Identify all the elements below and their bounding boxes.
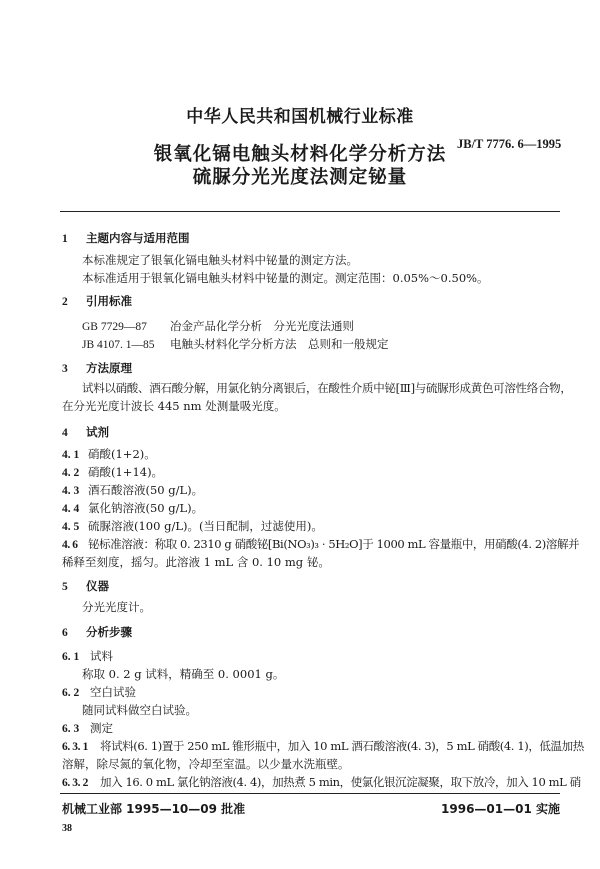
reference-code: JB 4107. 1—85 [82, 339, 155, 351]
paragraph: 随同试料做空白试验。 [82, 703, 197, 717]
reference-item [82, 336, 389, 352]
section-title: 引用标准 [86, 294, 132, 308]
item-text: 酒石酸溶液(50 g/L)。 [88, 483, 204, 497]
section-3-heading [62, 360, 132, 376]
section-4-heading [62, 424, 109, 440]
paragraph: 试料以硝酸、酒石酸分解，用氯化钠分离银后，在酸性介质中铋[Ⅲ]与硫脲形成黄色可溶性络合物， [82, 381, 572, 395]
reference-title: 电触头材料化学分析方法 总则和一般规定 [170, 337, 389, 351]
item-text: 氯化钠溶液(50 g/L)。 [88, 501, 204, 515]
subsection-title: 试料 [90, 649, 113, 663]
reference-item [82, 318, 354, 334]
item-text: 硝酸(1+14)。 [88, 465, 164, 479]
item-number: 6. 3. 1 [62, 741, 88, 753]
reagent-item [62, 536, 579, 552]
effective-date: 1996—01—01 实施 [441, 802, 560, 816]
section-6-heading [62, 624, 132, 640]
item-number: 4. 4 [62, 503, 80, 515]
step-6-3-1 [62, 738, 584, 754]
item-number: 4. 1 [62, 449, 80, 461]
section-title: 主题内容与适用范围 [86, 231, 190, 245]
reagent-item [62, 446, 156, 462]
step-text: 将试料(6. 1)置于 250 mL 锥形瓶中，加入 10 mL 酒石酸溶液(4. 3)，5 mL 硝酸(4. 1)，低温加热 [100, 739, 584, 753]
subsection-6-2-heading [62, 684, 136, 700]
item-number: 4. 6 [62, 539, 78, 551]
standard-code: JB/T 7776. 6—1995 [457, 137, 562, 151]
reagent-item [62, 464, 163, 480]
subsection-title: 测定 [90, 721, 113, 735]
item-number: 6. 3. 2 [62, 777, 88, 789]
section-title: 试剂 [86, 425, 109, 439]
approval-date: 机械工业部 1995—10—09 批准 [62, 802, 246, 816]
reagent-item [62, 482, 203, 498]
subsection-title: 空白试验 [90, 685, 136, 699]
section-title: 分析步骤 [86, 625, 132, 639]
paragraph: 分光光度计。 [82, 600, 151, 614]
item-text: 铋标准溶液：称取 0. 2310 g 硝酸铋[Bi(NO₃)₃ · 5H₂O]于 1000 mL 容量瓶中，用硝酸(4. 2)溶解并 [88, 537, 580, 551]
section-number: 3 [62, 363, 68, 375]
section-2-heading [62, 293, 132, 309]
paragraph: 本标准规定了银氧化镉电触头材料中铋量的测定方法。 [82, 253, 358, 267]
item-number: 4. 3 [62, 485, 80, 497]
item-text: 硝酸(1+2)。 [88, 447, 156, 461]
subsection-6-3-heading [62, 720, 113, 736]
paragraph: 称取 0. 2 g 试料，精确至 0. 0001 g。 [82, 667, 285, 681]
section-number: 5 [62, 581, 68, 593]
section-1-heading [62, 230, 190, 246]
document-title-line1: 银氧化镉电触头材料化学分析方法 [153, 144, 447, 165]
paragraph: 在分光光度计波长 445 nm 处测量吸光度。 [62, 399, 286, 413]
reagent-item [62, 500, 203, 516]
paragraph: 本标准适用于银氧化镉电触头材料中铋量的测定。测定范围：0.05%～0.50%。 [82, 271, 489, 285]
section-number: 4 [62, 427, 68, 439]
item-number: 6. 2 [62, 687, 80, 699]
section-title: 仪器 [86, 579, 109, 593]
document-title-line2: 硫脲分光光度法测定铋量 [192, 167, 408, 188]
item-number: 4. 5 [62, 521, 80, 533]
reference-title: 冶金产品化学分析 分光光度法通则 [170, 319, 354, 333]
issuer-heading: 中华人民共和国机械行业标准 [186, 107, 414, 127]
subsection-6-1-heading [62, 648, 113, 664]
item-number: 6. 1 [62, 651, 80, 663]
item-number: 6. 3 [62, 723, 80, 735]
section-number: 2 [62, 296, 68, 308]
footer-divider [60, 793, 560, 794]
step-6-3-2 [62, 774, 581, 790]
page-number: 38 [62, 823, 72, 834]
paragraph: 稀释至刻度，摇匀。此溶液 1 mL 含 0. 10 mg 铋。 [62, 555, 330, 569]
section-title: 方法原理 [86, 361, 132, 375]
item-number: 4. 2 [62, 467, 80, 479]
section-5-heading [62, 578, 109, 594]
reference-code: GB 7729—87 [82, 321, 147, 333]
step-text: 加入 16. 0 mL 氯化钠溶液(4. 4)，加热煮 5 min，使氯化银沉淀凝聚，取下放冷，加入 10 mL 硝 [100, 775, 581, 789]
section-number: 6 [62, 627, 68, 639]
reagent-item [62, 518, 323, 534]
item-text: 硫脲溶液(100 g/L)。(当日配制，过滤使用)。 [88, 519, 323, 533]
section-number: 1 [62, 233, 68, 245]
header-divider [60, 211, 560, 212]
paragraph: 溶解，除尽氮的氧化物，冷却至室温。以少量水洗瓶壁。 [62, 757, 350, 771]
